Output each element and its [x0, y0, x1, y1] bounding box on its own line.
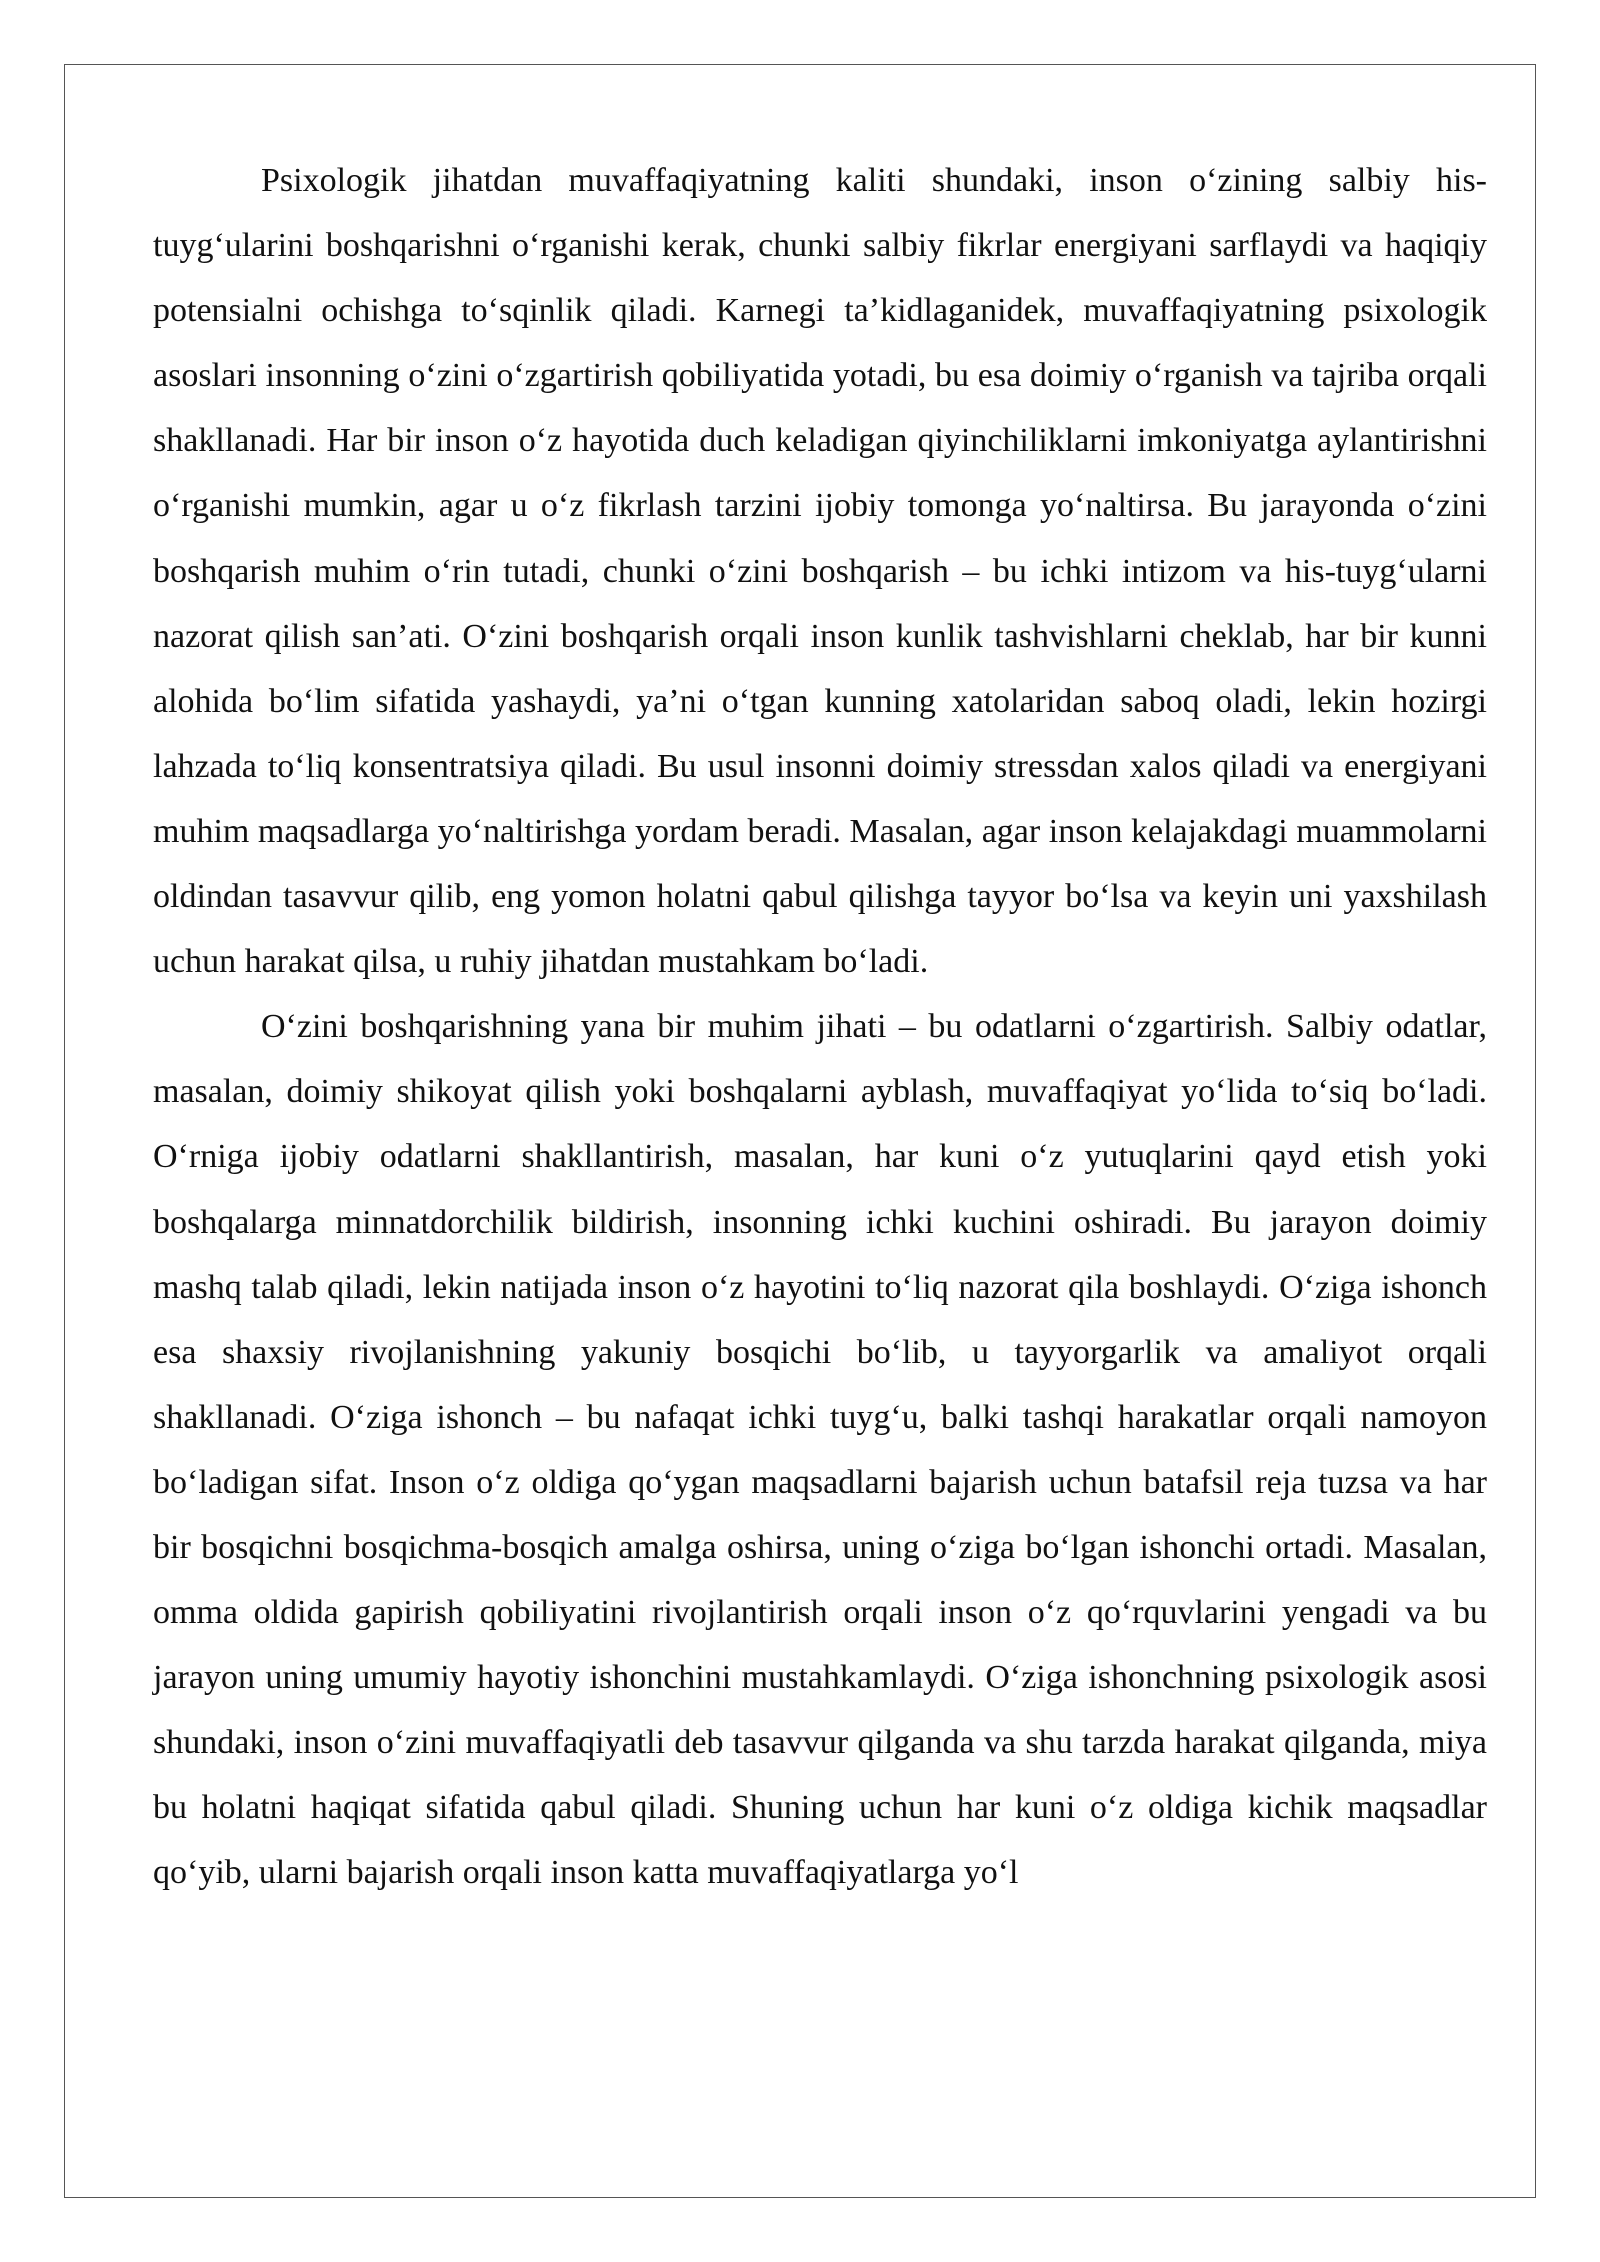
paragraph-2: O‘zini boshqarishning yana bir muhim jihati – bu odatlarni o‘zgartirish. Salbiy odatlar, masalan, doimiy shikoyat qilish yoki boshqalarni ayblash, muvaffaqiyat yo‘lida to‘siq bo‘ladi. O‘rniga ijobiy odatlarni shakllantirish, masalan, har kuni o‘z yutuqlarini qayd etish yoki boshqalarga minnatdorchilik bildirish, insonning ichki kuchini oshiradi. Bu jarayon doimiy mashq talab qiladi, lekin natijada inson o‘z hayotini to‘liq nazorat qila boshlaydi. O‘ziga ishonch esa shaxsiy rivojlanishning yakuniy bosqichi bo‘lib, u tayyorgarlik va amaliyot orqali shakllanadi. O‘ziga ishonch – bu nafaqat ichki tuyg‘u, balki tashqi harakatlar orqali namoyon bo‘ladigan sifat. Inson o‘z oldiga qo‘ygan maqsadlarni bajarish uchun batafsil reja tuzsa va har bir bosqichni bosqichma-bosqich amalga oshirsa, uning o‘ziga bo‘lgan ishonchi ortadi. Masalan, omma oldida gapirish qobiliyatini rivojlantirish orqali inson o‘z qo‘rquvlarini yengadi va bu jarayon uning umumiy hayotiy ishonchini mustahkamlaydi. O‘ziga ishonchning psixologik asosi shundaki, inson o‘zini muvaffaqiyatli deb tasavvur qilganda va shu tarzda harakat qilganda, miya bu holatni haqiqat sifatida qabul qiladi. Shuning uchun har kuni o‘z oldiga kichik maqsadlar qo‘yib, ularni bajarish orqali inson katta muvaffaqiyatlarga yo‘l	[153, 1008, 1487, 1892]
paragraph-1: Psixologik jihatdan muvaffaqiyatning kaliti shundaki, inson o‘zining salbiy his-tuyg‘ularini boshqarishni o‘rganishi kerak, chunki salbiy fikrlar energiyani sarflaydi va haqiqiy potensialni ochishga to‘sqinlik qiladi. Karnegi ta’kidlaganidek, muvaffaqiyatning psixologik asoslari insonning o‘zini o‘zgartirish qobiliyatida yotadi, bu esa doimiy o‘rganish va tajriba orqali shakllanadi. Har bir inson o‘z hayotida duch keladigan qiyinchiliklarni imkoniyatga aylantirishni o‘rganishi mumkin, agar u o‘z fikrlash tarzini ijobiy tomonga yo‘naltirsa. Bu jarayonda o‘zini boshqarish muhim o‘rin tutadi, chunki o‘zini boshqarish – bu ichki intizom va his-tuyg‘ularni nazorat qilish san’ati. O‘zini boshqarish orqali inson kunlik tashvishlarni cheklab, har bir kunni alohida bo‘lim sifatida yashaydi, ya’ni o‘tgan kunning xatolaridan saboq oladi, lekin hozirgi lahzada to‘liq konsentratsiya qiladi. Bu usul insonni doimiy stressdan xalos qiladi va energiyani muhim maqsadlarga yo‘naltirishga yordam beradi. Masalan, agar inson kelajakdagi muammolarni oldindan tasavvur qilib, eng yomon holatni qabul qilishga tayyor bo‘lsa va keyin uni yaxshilash uchun harakat qilsa, u ruhiy jihatdan mustahkam bo‘ladi.	[153, 162, 1487, 981]
document-body	[153, 148, 1487, 1906]
